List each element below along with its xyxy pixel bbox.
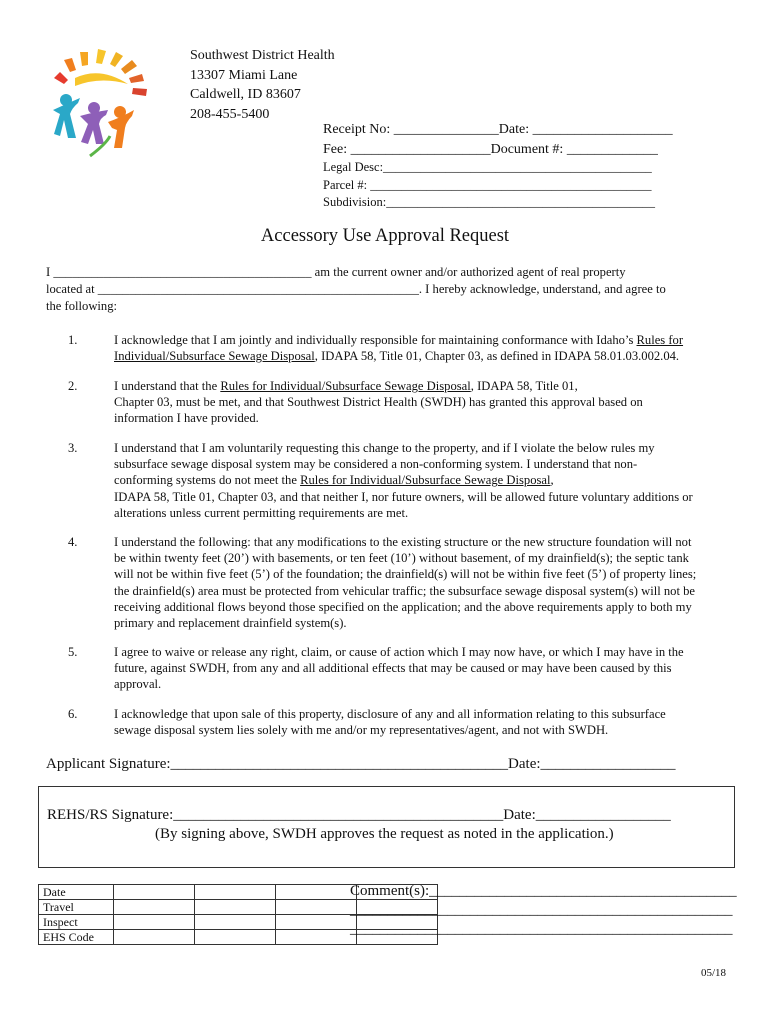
table-cell[interactable]: [114, 885, 195, 900]
item-text: [114, 440, 764, 521]
item-text-line: sewage disposal system lies solely with me and/or my representatives/agent, and not with SWDH.: [114, 723, 609, 738]
rehs-signature-field[interactable]: REHS/RS Signature:____________________________________________Date:__________________: [47, 807, 671, 823]
item-number: 6.: [68, 707, 78, 721]
item-text-line: I understand that I am voluntarily requesting this change to the property, and if I violate the below rules my: [114, 441, 655, 455]
org-address: [190, 46, 335, 124]
item-text-line: ,: [550, 473, 554, 488]
table-cell[interactable]: [276, 930, 357, 945]
item-text-line: approval.: [114, 677, 162, 692]
org-city: Caldwell, ID 83607: [190, 87, 301, 102]
row-label-date: Date: [39, 885, 114, 900]
item-text: [114, 534, 764, 631]
org-name: Southwest District Health: [190, 48, 335, 63]
office-use-block: [323, 120, 673, 212]
org-phone: 208-455-5400: [190, 106, 270, 122]
table-cell[interactable]: [114, 915, 195, 930]
receipt-date-row: [323, 120, 673, 140]
row-label-inspect: Inspect: [39, 915, 114, 930]
item-text-line: I understand that the: [114, 379, 221, 393]
table-cell[interactable]: [276, 885, 357, 900]
date-field[interactable]: Date: ____________________: [498, 122, 673, 137]
item-text-line: subsurface sewage disposal system may be considered a non-conforming system. I understand that non-: [114, 457, 638, 472]
swdh-logo: [50, 48, 165, 158]
parcel-field[interactable]: Parcel #: _____________________________________________: [323, 177, 652, 192]
legal-desc-field[interactable]: Legal Desc:___________________________________________: [323, 160, 652, 174]
item-text-line: information I have provided.: [114, 411, 259, 426]
item-text-line: future, against SWDH, from any and all additional effects that may be caused or may have been caused by this: [114, 661, 672, 676]
comments-block: [350, 882, 737, 939]
intro-paragraph: [46, 264, 736, 315]
item-number: 3.: [68, 441, 78, 455]
item-text-line: I understand the following: that any modifications to the existing structure or the new structure foundation will not: [114, 535, 692, 549]
item-text-line: the drainfield(s) area must be protected from vehicular traffic; the subsurface sewage disposal system(s) will not be: [114, 583, 695, 598]
rules-link: Rules for Individual/Subsurface Sewage Disposal: [220, 379, 471, 393]
table-cell[interactable]: [114, 930, 195, 945]
intro-line-location[interactable]: located at ___________________________________________________. I hereby acknowledge, understand, and agree to: [46, 282, 666, 296]
rules-link: Individual/Subsurface Sewage Disposal: [114, 349, 315, 364]
item-text: [114, 706, 764, 738]
rehs-approval-box: [38, 786, 735, 868]
table-cell[interactable]: [195, 930, 276, 945]
comments-field[interactable]: ___________________________________________________: [350, 921, 733, 937]
item-text: [114, 332, 764, 364]
table-cell[interactable]: [195, 915, 276, 930]
document-field[interactable]: Document #: _____________: [490, 141, 658, 157]
table-cell[interactable]: [195, 885, 276, 900]
item-text-line: conforming systems do not meet the: [114, 473, 301, 488]
fee-field[interactable]: Fee: ____________________: [323, 141, 491, 157]
subdivision-field[interactable]: Subdivision:___________________________________________: [323, 195, 655, 209]
page-title: Accessory Use Approval Request: [260, 226, 510, 246]
item-text-line: I acknowledge that upon sale of this property, disclosure of any and all information relating to this subsurface: [114, 707, 666, 721]
comments-field[interactable]: ___________________________________________________: [350, 902, 733, 918]
item-text-line: primary and replacement drainfield system(s).: [114, 616, 347, 631]
row-label-travel: Travel: [39, 900, 114, 915]
comments-field[interactable]: Comment(s):_________________________________________: [350, 883, 737, 899]
item-text-line: will not be within five feet (5’) of the foundation; the drainfield(s) will not be within five feet (5’) of property lines;: [114, 567, 697, 582]
item-text-line: IDAPA 58, Title 01, Chapter 03, and that neither I, nor future owners, will be allowed future voluntary additions or: [114, 489, 693, 504]
item-text-line: Chapter 03, must be met, and that Southwest District Health (SWDH) has granted this approval based on: [114, 395, 643, 410]
revision-date: 05/18: [701, 967, 727, 979]
fee-document-row: [323, 140, 673, 160]
sun-rays: [54, 49, 147, 96]
table-cell[interactable]: [276, 900, 357, 915]
item-number: 5.: [68, 645, 78, 659]
item-text-line: be within twenty feet (20’) with basements, or ten feet (10’) without basement, of my drainfield(s); the septic tank: [114, 551, 689, 566]
rules-link: Rules for: [636, 333, 684, 347]
row-label-ehs-code: EHS Code: [39, 930, 114, 945]
item-text-line: I acknowledge that I am jointly and individually responsible for maintaining conformance with Idaho’s: [114, 333, 637, 347]
item-text-line: alterations unless current permitting requirements are met.: [114, 505, 409, 520]
item-number: 4.: [68, 535, 78, 549]
table-cell[interactable]: [195, 900, 276, 915]
table-cell[interactable]: [114, 900, 195, 915]
intro-line-following: the following:: [46, 299, 118, 313]
org-street: 13307 Miami Lane: [190, 67, 298, 83]
rules-link: Rules for Individual/Subsurface Sewage Disposal: [300, 473, 551, 488]
item-number: 1.: [68, 333, 78, 347]
item-text-line: receiving additional flows beyond those specified on the application; and the above requirements apply to both my: [114, 599, 692, 614]
item-text: [114, 378, 764, 427]
rehs-approval-note: (By signing above, SWDH approves the request as noted in the application.): [155, 826, 614, 842]
intro-line-owner[interactable]: I _________________________________________ am the current owner and/or authorized agent of real property: [46, 265, 626, 279]
applicant-signature-field[interactable]: Applicant Signature:_____________________________________________Date:__________________: [46, 756, 676, 772]
item-text-line: , IDAPA 58, Title 01, Chapter 03, as defined in IDAPA 58.01.03.002.04.: [314, 349, 680, 364]
people-figures: [53, 94, 134, 156]
receipt-no-field[interactable]: Receipt No: _______________: [323, 122, 499, 137]
item-text: [114, 644, 764, 693]
item-text-line: I agree to waive or release any right, claim, or cause of action which I may now have, or which I may have in the: [114, 645, 684, 659]
item-text-line: , IDAPA 58, Title 01,: [470, 379, 578, 393]
item-number: 2.: [68, 379, 78, 393]
table-cell[interactable]: [276, 915, 357, 930]
